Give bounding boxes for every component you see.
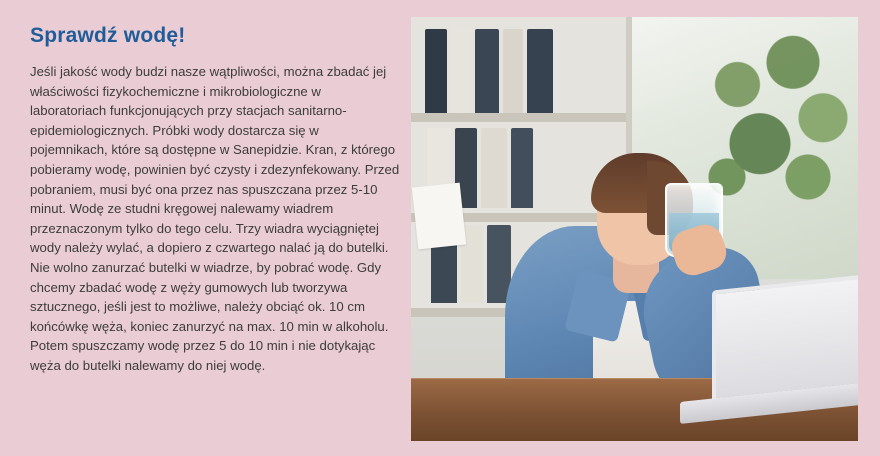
laptop xyxy=(660,284,858,426)
binder xyxy=(451,29,471,113)
binder xyxy=(475,29,499,113)
body-paragraph: Jeśli jakość wody budzi nasze wątpliwości, można zbadać jej właściwości fizykochemiczne i mikrobiologiczne w laboratoriach funkcjonujących przy stacjach sanitarno-epidemiologicznych. Próbki wody dostarcza się w pojemnikach, które są dostępne w Sanepidzie. Kran, z którego pobieramy wodę, powinien być czysty i zdezynfekowany. Przed pobraniem, musi być ona przez nas spuszczana przez 5-10 minut. Wodę ze studni kręgowej nalewamy wiadrem przeznaczonym tylko do tego celu. Trzy wiadra wyciągniętej wody należy wylać, a dopiero z czwartego nalać ją do butelki. Nie wolno zanurzać butelki w wiadrze, by pobrać wodę. Gdy chcemy zbadać wodę z węży gumowych lub tworzywa sztucznego, jeśli jest to możliwe, należy obciąć ok. 10 cm końcówkę węża, koniec zanurzyć na max. 10 min w alkoholu. Potem spuszczamy wodę przez 5 do 10 min i nie dotykając węża do butelki nalewamy do niej wodę. xyxy=(30,64,400,373)
photo-illustration xyxy=(411,17,858,441)
paper-sheet xyxy=(412,183,466,250)
page-title: Sprawdź wodę! xyxy=(30,24,186,47)
text-column xyxy=(28,24,400,376)
photo-frame xyxy=(411,17,858,441)
laptop-screen xyxy=(712,274,858,403)
body-text-block xyxy=(30,62,400,376)
binder xyxy=(425,29,447,113)
